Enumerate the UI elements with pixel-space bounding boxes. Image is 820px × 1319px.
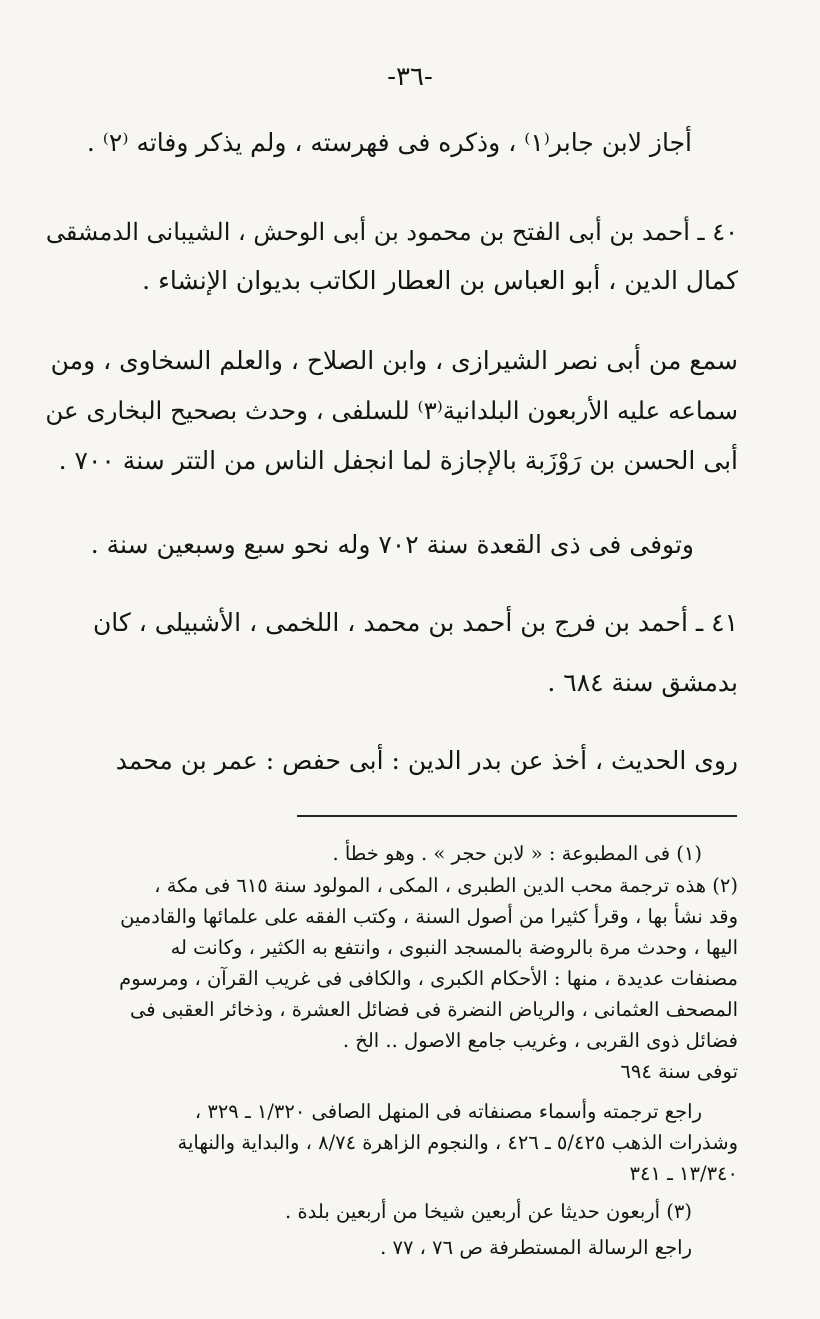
entry-41-heading: ٤١ ـ أحمد بن فرج بن أحمد بن محمد ، اللخمى ، الأشبيلى ، كان bbox=[92, 608, 738, 637]
body-line-9: بدمشق سنة ٦٨٤ . bbox=[547, 668, 738, 697]
footnote-2-refs-1: راجع ترجمته وأسماء مصنفاته فى المنهل الصافى ١/٣٢٠ ـ ٣٢٩ ، bbox=[194, 1100, 702, 1123]
body-line-7: وتوفى فى ذى القعدة سنة ٧٠٢ وله نحو سبع وسبعين سنة . bbox=[90, 530, 694, 559]
footnote-2-line-3: اليها ، وحدث مرة بالروضة بالمسجد النبوى ، وانتفع به الكثير ، وكانت له bbox=[170, 936, 738, 959]
page-number: -٣٦- bbox=[387, 62, 433, 92]
footnote-2-death: توفى سنة ٦٩٤ bbox=[620, 1060, 738, 1083]
footnote-2-line-4: مصنفات عديدة ، منها : الأحكام الكبرى ، والكافى فى غريب القرآن ، ومرسوم bbox=[119, 967, 738, 990]
footnote-3: (٣) أربعون حديثا عن أربعين شيخا من أربعين بلدة . bbox=[285, 1200, 692, 1223]
body-line-6: أبى الحسن بن رَوْزَبة بالإجازة لما انجفل الناس من التتر سنة ٧٠٠ . bbox=[58, 446, 738, 475]
footnote-2-line-5: المصحف العثمانى ، والرياض النضرة فى فضائل العشرة ، وذخائر العقبى فى bbox=[130, 998, 738, 1021]
body-line-4: سمع من أبى نصر الشيرازى ، وابن الصلاح ، والعلم السخاوى ، ومن bbox=[50, 346, 738, 375]
footnote-2-line-2: وقد نشأ بها ، وقرأ كثيرا من أصول السنة ، وكتب الفقه على علمائها والقادمين bbox=[120, 905, 738, 928]
footnote-2-line-1: (٢) هذه ترجمة محب الدين الطبرى ، المكى ، المولود سنة ٦١٥ فى مكة ، bbox=[154, 874, 738, 897]
entry-40-heading: ٤٠ ـ أحمد بن أبى الفتح بن محمود بن أبى الوحش ، الشيبانى الدمشقى bbox=[45, 218, 738, 246]
footnote-2-line-6: فضائل ذوى القربى ، وغريب جامع الاصول .. الخ . bbox=[342, 1029, 738, 1052]
body-line-5: سماعه عليه الأربعون البلدانية⁽٣⁾ للسلفى ، وحدث بصحيح البخارى عن bbox=[45, 396, 738, 425]
footnote-3-ref: راجع الرسالة المستطرفة ص ٧٦ ، ٧٧ . bbox=[380, 1236, 692, 1259]
body-line-3: كمال الدين ، أبو العباس بن العطار الكاتب بديوان الإنشاء . bbox=[142, 266, 738, 295]
body-line-1: أجاز لابن جابر⁽١⁾ ، وذكره فى فهرسته ، ولم يذكر وفاته ⁽٢⁾ . bbox=[86, 128, 692, 157]
footnote-divider bbox=[297, 815, 737, 817]
footnote-2-refs-3: ١٣/٣٤٠ ـ ٣٤١ bbox=[629, 1162, 738, 1185]
footnote-1: (١) فى المطبوعة : « لابن حجر » . وهو خطأ . bbox=[332, 842, 702, 865]
footnote-2-refs-2: وشذرات الذهب ٥/٤٢٥ ـ ٤٢٦ ، والنجوم الزاهرة ٨/٧٤ ، والبداية والنهاية bbox=[177, 1131, 738, 1154]
body-line-10: روى الحديث ، أخذ عن بدر الدين : أبى حفص : عمر بن محمد bbox=[115, 746, 738, 775]
